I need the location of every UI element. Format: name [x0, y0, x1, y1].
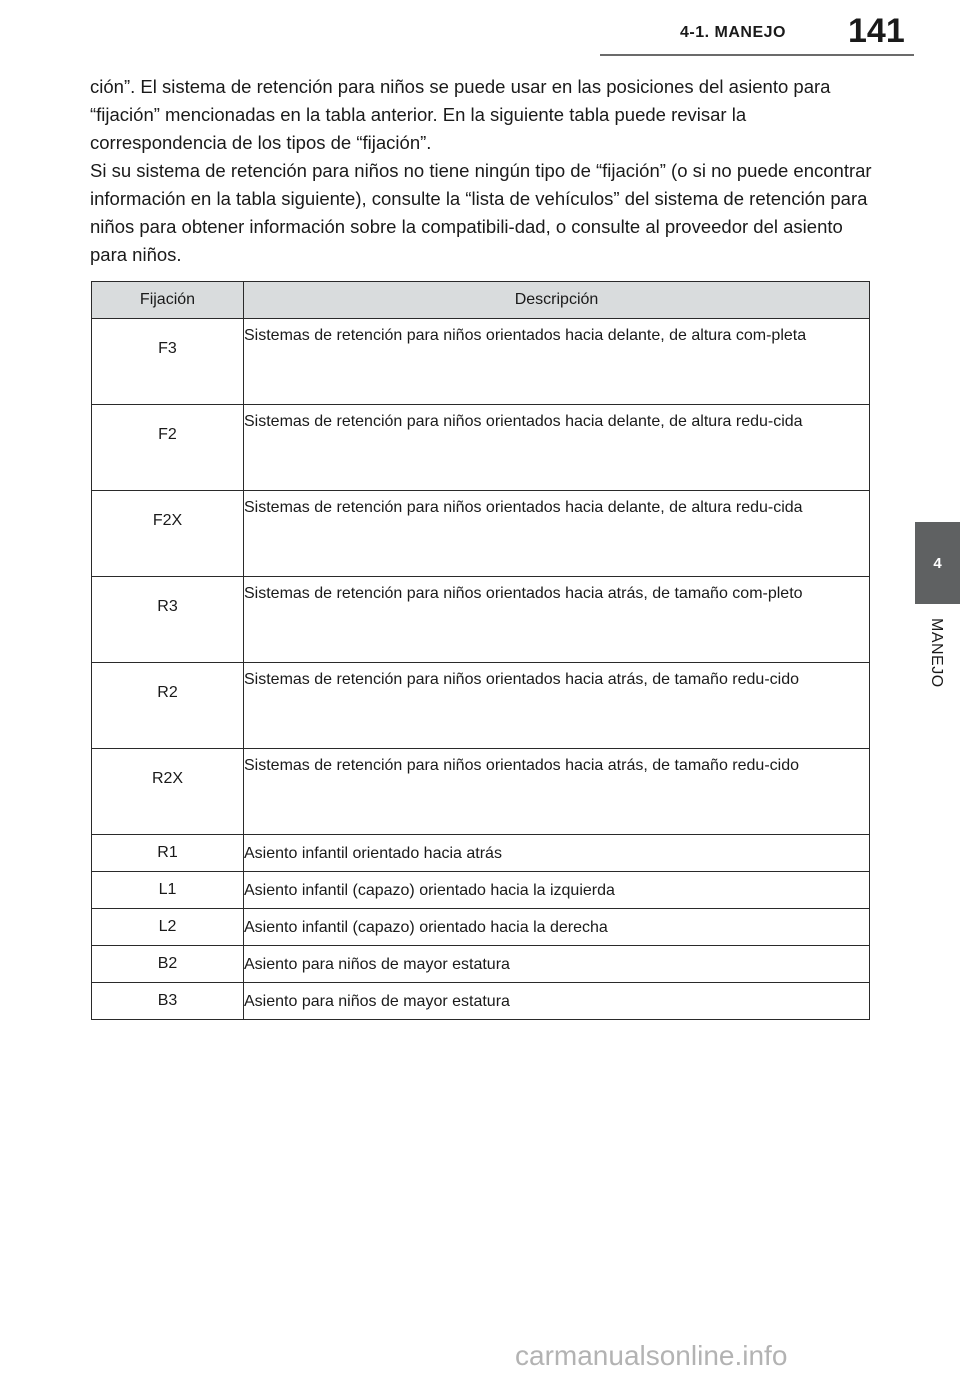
fixation-code: R2 [92, 663, 244, 749]
fixation-description: Asiento para niños de mayor estatura [244, 946, 870, 983]
table-row [92, 405, 870, 491]
fixation-description: Asiento para niños de mayor estatura [244, 983, 870, 1020]
intro-text [90, 73, 880, 269]
fixation-table [91, 281, 870, 1020]
intro-paragraph-1: ción”. El sistema de retención para niños se puede usar en las posiciones del asiento para “fijación” mencionadas en la tabla anterior. En la siguiente tabla puede revisar la correspondencia de los tipos de “fijación”. [90, 76, 831, 153]
chapter-label: MANEJO [928, 618, 945, 688]
chapter-tab [915, 522, 960, 604]
fixation-code: F2X [92, 491, 244, 577]
fixation-code: F2 [92, 405, 244, 491]
chapter-number: 4 [933, 554, 942, 572]
table-row [92, 983, 870, 1020]
section-title: 4-1. MANEJO [680, 24, 786, 41]
table-row [92, 491, 870, 577]
fixation-description: Asiento infantil (capazo) orientado hacia la derecha [244, 909, 870, 946]
fixation-description: Sistemas de retención para niños orientados hacia atrás, de tamaño redu-cido [244, 749, 870, 835]
fixation-code: L1 [92, 872, 244, 909]
fixation-code: L2 [92, 909, 244, 946]
intro-paragraph-2: Si su sistema de retención para niños no tiene ningún tipo de “fijación” (o si no puede encontrar información en la tabla siguiente), consulte la “lista de vehículos” del sistema de retención para niños para obtener información sobre la compatibili-dad, o consulte al proveedor del asiento para niños. [90, 160, 872, 265]
fixation-code: R3 [92, 577, 244, 663]
table-row [92, 835, 870, 872]
fixation-description: Sistemas de retención para niños orientados hacia atrás, de tamaño redu-cido [244, 663, 870, 749]
page-header [0, 0, 960, 62]
table-row [92, 872, 870, 909]
fixation-description: Sistemas de retención para niños orientados hacia delante, de altura redu-cida [244, 491, 870, 577]
column-header-description: Descripción [244, 282, 870, 319]
table-row [92, 663, 870, 749]
fixation-description: Sistemas de retención para niños orientados hacia delante, de altura redu-cida [244, 405, 870, 491]
column-header-fixation: Fijación [92, 282, 244, 319]
table-row [92, 909, 870, 946]
fixation-description: Asiento infantil (capazo) orientado hacia la izquierda [244, 872, 870, 909]
header-divider [600, 54, 914, 56]
page-number: 141 [848, 12, 905, 50]
fixation-description: Sistemas de retención para niños orientados hacia delante, de altura com-pleta [244, 319, 870, 405]
fixation-code: B3 [92, 983, 244, 1020]
table-row [92, 946, 870, 983]
fixation-description: Asiento infantil orientado hacia atrás [244, 835, 870, 872]
fixation-code: R1 [92, 835, 244, 872]
fixation-description: Sistemas de retención para niños orientados hacia atrás, de tamaño com-pleto [244, 577, 870, 663]
fixation-code: F3 [92, 319, 244, 405]
table-header-row [92, 282, 870, 319]
table-row [92, 749, 870, 835]
table-row [92, 319, 870, 405]
watermark-text: carmanualsonline.info [515, 1340, 788, 1371]
table-row [92, 577, 870, 663]
fixation-code: B2 [92, 946, 244, 983]
fixation-code: R2X [92, 749, 244, 835]
